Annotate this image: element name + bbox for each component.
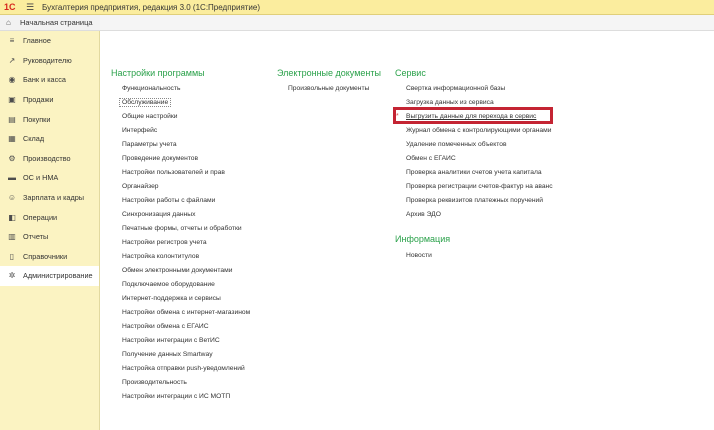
settings-link-headers-footers[interactable]: Настройка колонтитулов (122, 253, 200, 260)
sidebar-item-purchases[interactable] (0, 109, 99, 129)
cart-icon: ▤ (8, 114, 16, 124)
settings-link-registers[interactable]: Настройки регистров учета (122, 239, 207, 246)
sidebar-item-bank[interactable] (0, 70, 99, 90)
service-link-collapse-db[interactable]: Свертка информационной базы (406, 85, 506, 92)
settings-link-equipment[interactable]: Подключаемое оборудование (122, 281, 215, 288)
assets-icon: ▬ (8, 173, 16, 183)
sidebar-item-reports[interactable] (0, 227, 99, 247)
service-link-regulators-log[interactable]: Журнал обмена с контролирующими органами (406, 127, 552, 134)
settings-link-edi[interactable]: Обмен электронными документами (122, 267, 233, 274)
section-title-info: Информация (395, 234, 451, 244)
settings-link-vetis[interactable]: Настройки интеграции с ВетИС (122, 337, 220, 344)
sidebar-item-label: Покупки (23, 114, 51, 124)
settings-link-smartway[interactable]: Получение данных Smartway (122, 351, 213, 358)
service-link-payment-orders[interactable]: Проверка реквизитов платежных поручений (406, 197, 543, 204)
sidebar-item-label: Руководителю (23, 55, 72, 65)
home-tab[interactable] (0, 15, 100, 31)
settings-link-functionality[interactable]: Функциональность (122, 85, 181, 92)
sidebar-item-main[interactable] (0, 31, 99, 51)
sidebar-item-warehouse[interactable] (0, 129, 99, 149)
settings-link-maintenance[interactable]: Обслуживание (119, 98, 171, 107)
settings-link-print-forms[interactable]: Печатные формы, отчеты и обработки (122, 225, 242, 232)
sidebar-item-label: Склад (23, 134, 45, 144)
section-title-edocs: Электронные документы (277, 68, 381, 78)
warehouse-icon: ▦ (8, 134, 16, 144)
reports-icon: ▥ (8, 232, 16, 242)
sidebar-item-catalogs[interactable] (0, 247, 99, 267)
sidebar-item-sales[interactable] (0, 90, 99, 110)
sidebar-item-salary[interactable] (0, 188, 99, 208)
info-link-news[interactable]: Новости (406, 252, 432, 259)
service-link-capital-check[interactable]: Проверка аналитики счетов учета капитала (406, 169, 542, 176)
service-link-export-to-service[interactable]: Выгрузить данные для перехода в сервис (406, 113, 537, 120)
edocs-link-custom-docs[interactable]: Произвольные документы (288, 85, 370, 92)
main-panel (101, 31, 714, 430)
settings-link-performance[interactable]: Производительность (122, 379, 187, 386)
settings-link-users-rights[interactable]: Настройки пользователей и прав (122, 169, 225, 176)
list-icon: ≡ (9, 36, 15, 46)
people-icon: ☺ (7, 193, 17, 203)
settings-link-sync[interactable]: Синхронизация данных (122, 211, 196, 218)
settings-link-online-store[interactable]: Настройки обмена с интернет-магазином (122, 309, 251, 316)
sidebar-item-manager[interactable] (0, 51, 99, 71)
section-title-service: Сервис (395, 68, 426, 78)
operations-icon: ◧ (8, 212, 16, 222)
app-logo: 1С (4, 2, 16, 12)
sidebar-item-label: Главное (23, 36, 51, 46)
sidebar-item-production[interactable] (0, 149, 99, 169)
title-bar (0, 0, 714, 15)
service-link-egais-exchange[interactable]: Обмен с ЕГАИС (406, 155, 456, 162)
sidebar-item-label: Администрирование (23, 271, 93, 281)
window-title: Бухгалтерия предприятия, редакция 3.0 (1С:Предприятие) (42, 2, 261, 12)
bank-icon: ◉ (8, 75, 16, 85)
sidebar-item-operations[interactable] (0, 207, 99, 227)
settings-link-egais[interactable]: Настройки обмена с ЕГАИС (122, 323, 209, 330)
service-link-edo-archive[interactable]: Архив ЭДО (406, 211, 441, 218)
sidebar-item-label: Банк и касса (23, 75, 66, 85)
service-link-advance-invoices[interactable]: Проверка регистрации счетов-фактур на аванс (406, 183, 553, 190)
sidebar-item-label: Производство (23, 153, 71, 163)
book-icon: ▯ (9, 251, 15, 261)
sidebar-item-assets[interactable] (0, 168, 99, 188)
sidebar-item-label: ОС и НМА (23, 173, 59, 183)
settings-link-files[interactable]: Настройки работы с файлами (122, 197, 216, 204)
home-icon: ⌂ (6, 18, 11, 27)
home-tab-label: Начальная страница (20, 18, 93, 27)
tab-strip (100, 15, 714, 31)
sidebar-item-label: Справочники (23, 251, 68, 261)
service-link-delete-marked[interactable]: Удаление помеченных объектов (406, 141, 507, 148)
settings-link-organizer[interactable]: Органайзер (122, 183, 159, 190)
service-link-load-from-service[interactable]: Загрузка данных из сервиса (406, 99, 494, 106)
sidebar-item-label: Операции (23, 212, 58, 222)
sidebar-item-label: Зарплата и кадры (23, 193, 85, 203)
settings-link-push[interactable]: Настройка отправки push-уведомлений (122, 365, 245, 372)
sidebar (0, 31, 100, 430)
hamburger-icon[interactable]: ☰ (25, 1, 35, 12)
factory-icon: ⚙ (8, 153, 16, 163)
sales-icon: ▣ (8, 95, 16, 105)
sidebar-item-label: Продажи (23, 95, 54, 105)
settings-link-internet-support[interactable]: Интернет-поддержка и сервисы (122, 295, 221, 302)
gear-icon: ✲ (8, 271, 16, 281)
star-icon: * (396, 113, 399, 120)
settings-link-interface[interactable]: Интерфейс (122, 127, 158, 134)
section-title-settings: Настройки программы (111, 68, 205, 78)
trend-icon: ↗ (8, 55, 16, 65)
settings-link-motp[interactable]: Настройки интеграции с ИС МОТП (122, 393, 231, 400)
sidebar-item-administration[interactable] (0, 266, 99, 286)
settings-link-posting[interactable]: Проведение документов (122, 155, 199, 162)
sidebar-item-label: Отчеты (23, 232, 49, 242)
settings-link-accounting-params[interactable]: Параметры учета (122, 141, 177, 148)
settings-link-general[interactable]: Общие настройки (122, 113, 178, 120)
